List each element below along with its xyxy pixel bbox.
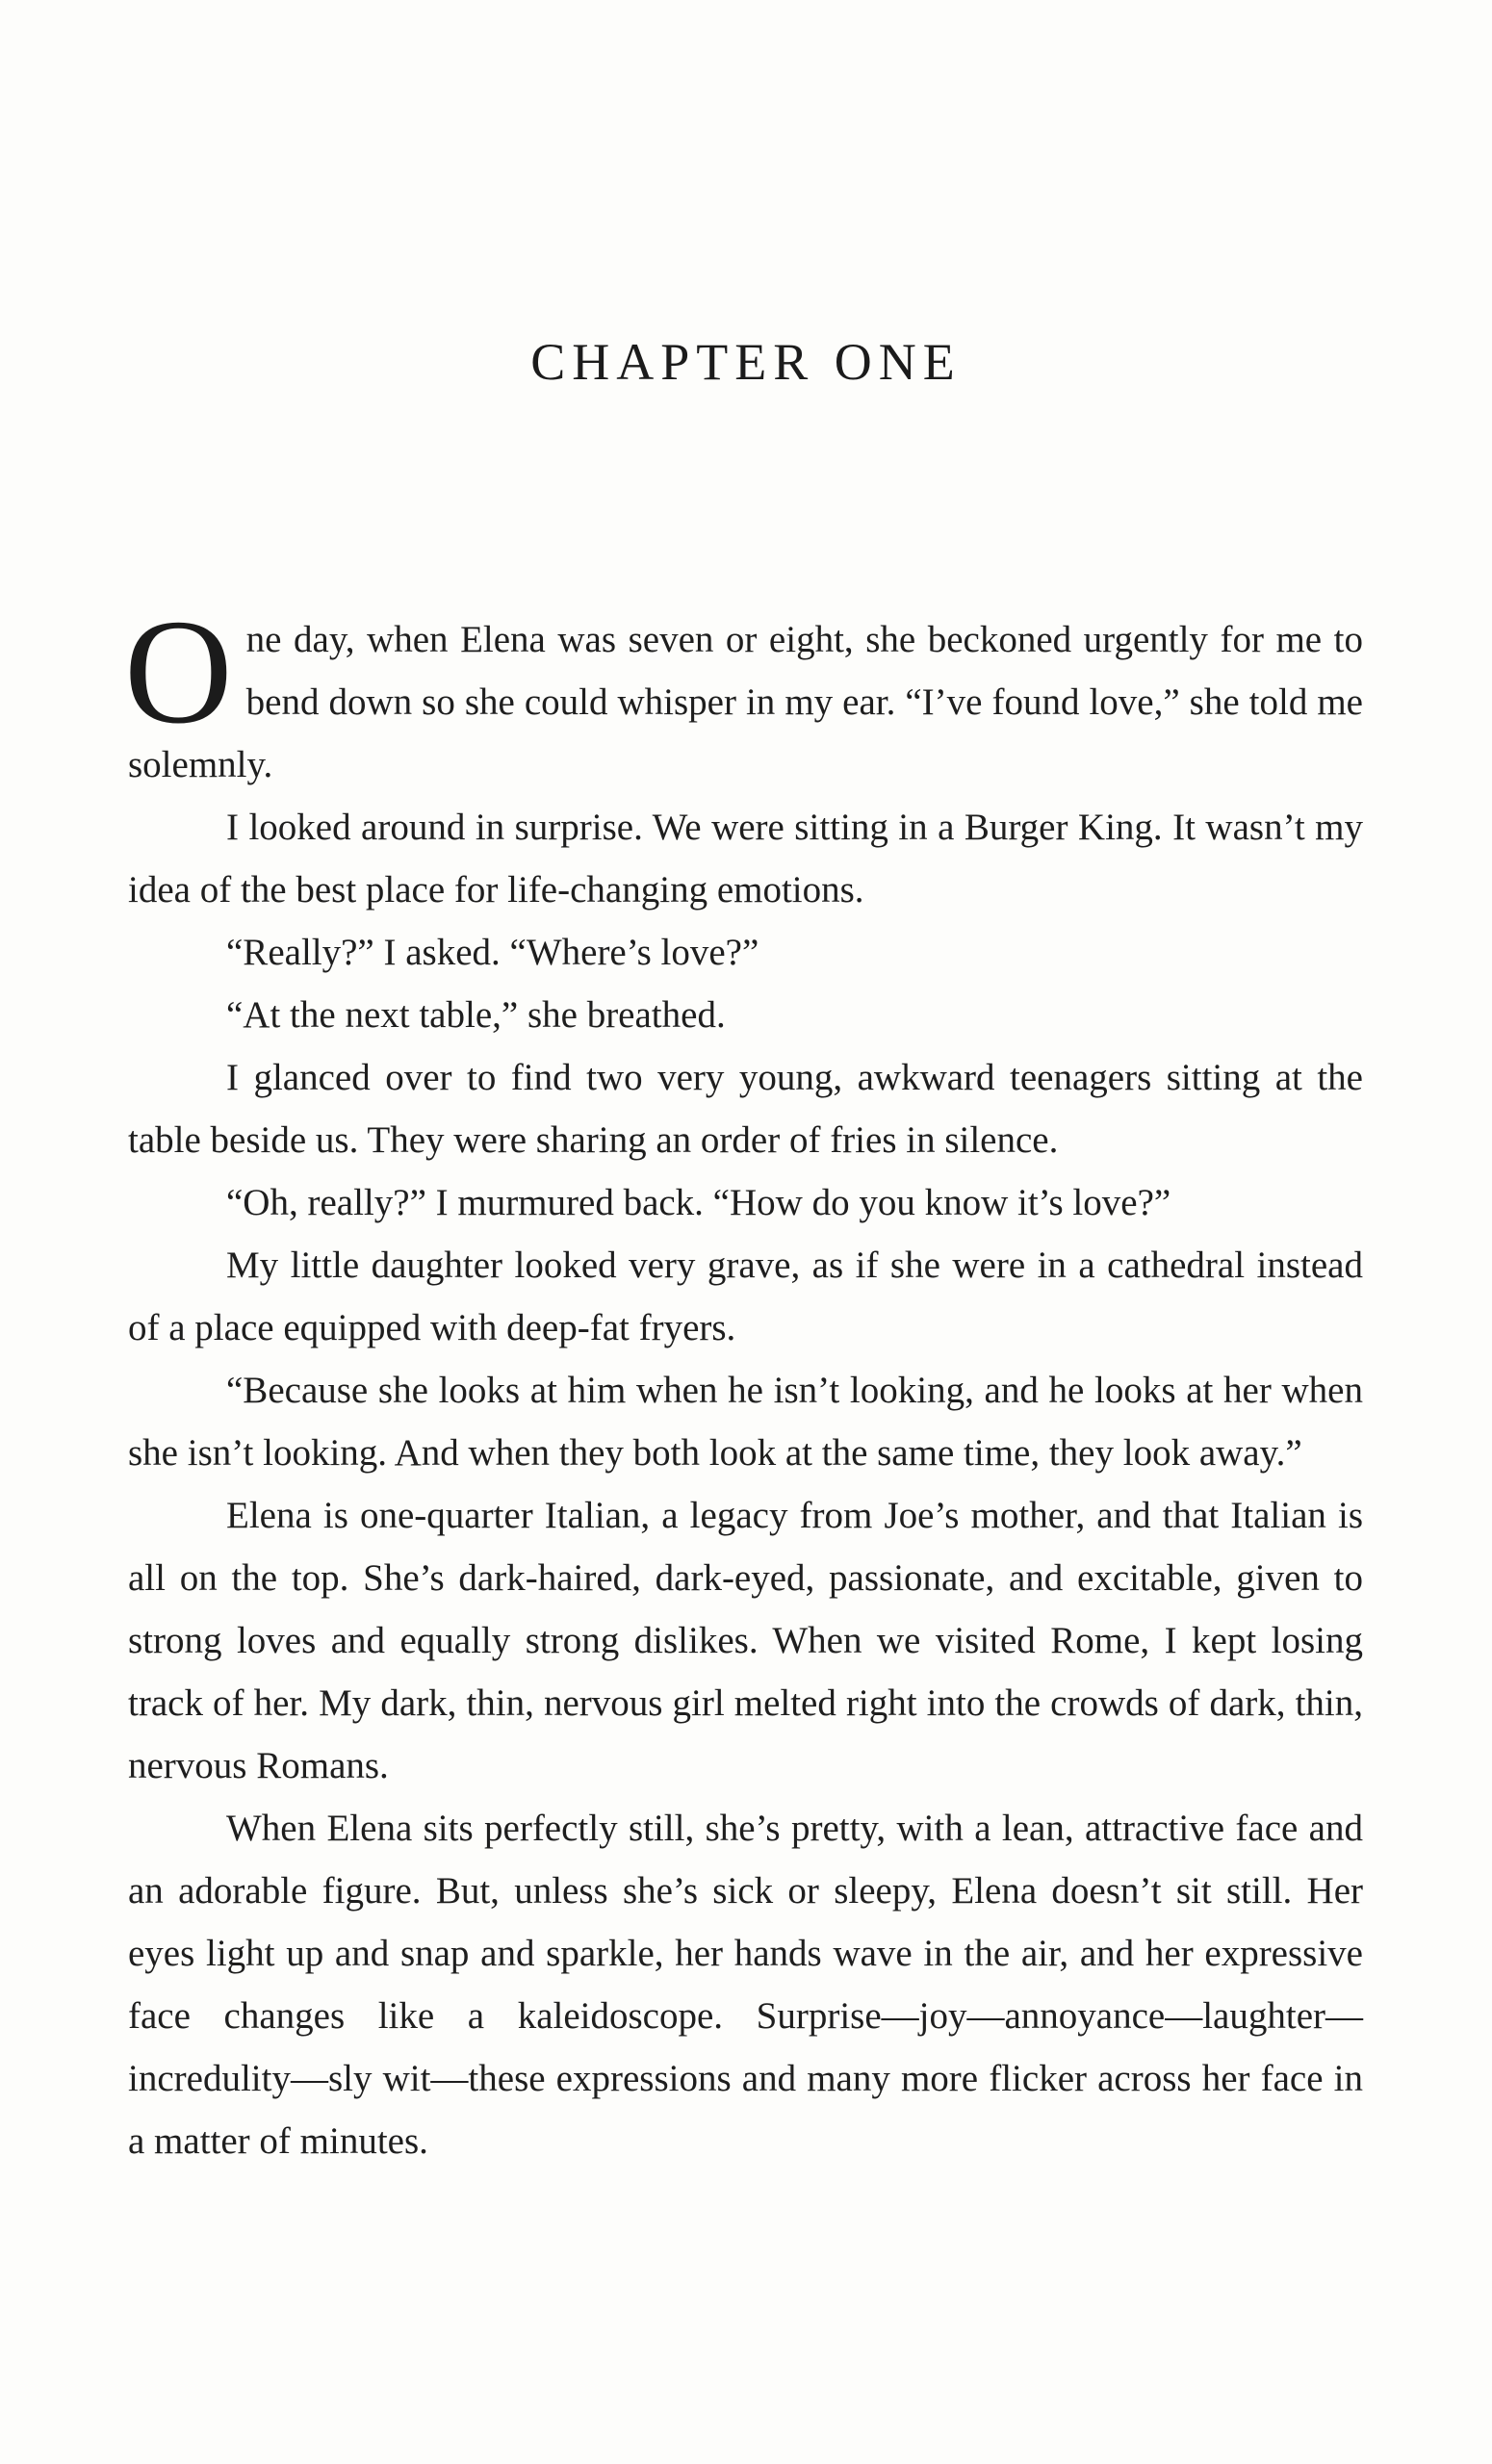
paragraph-7: My little daughter looked very grave, as if she were in a cathedral instead of a place equipped with deep-fat fryers. [128,1245,1363,1348]
paragraph-10: When Elena sits perfectly still, she’s pretty, with a lean, attractive face and an adorable figure. But, unless she’s sick or sleepy, Elena doesn’t sit still. Her eyes light up and snap and sparkle, her hands wave in the air, and her expressive face changes like a kaleidoscope. Surprise—joy—annoyance—laughter—incredulity—sly wit—these expressions and many more flicker across her face in a matter of minutes. [128,1808,1363,2162]
paragraph-6: “Oh, really?” I murmured back. “How do you know it’s love?” [226,1182,1171,1223]
paragraph-3: “Really?” I asked. “Where’s love?” [226,932,759,973]
paragraph-1-text: ne day, when Elena was seven or eight, she beckoned urgently for me to bend down so she could whisper in my ear. “I’ve found love,” she told me solemnly. [128,619,1363,785]
paragraph-2: I looked around in surprise. We were sitting in a Burger King. It wasn’t my idea of the best place for life-changing emotions. [128,807,1363,911]
chapter-title: CHAPTER ONE [530,333,962,391]
paragraph-4: “At the next table,” she breathed. [226,994,726,1036]
paragraph-8: “Because she looks at him when he isn’t looking, and he looks at her when she isn’t looking. And when they both look at the same time, they look away.” [128,1370,1363,1474]
chapter-body [124,588,1363,2172]
paragraph-9: Elena is one-quarter Italian, a legacy from Joe’s mother, and that Italian is all on the top. She’s dark-haired, dark-eyed, passionate, and excitable, given to strong loves and equally strong dislikes. When we visited Rome, I kept losing track of her. My dark, thin, nervous girl melted right into the crowds of dark, thin, nervous Romans. [128,1495,1363,1786]
paragraph-1 [124,588,1363,796]
drop-cap: O [124,588,233,755]
paragraph-5: I glanced over to find two very young, awkward teenagers sitting at the table beside us. They were sharing an order of fries in silence. [128,1057,1363,1161]
